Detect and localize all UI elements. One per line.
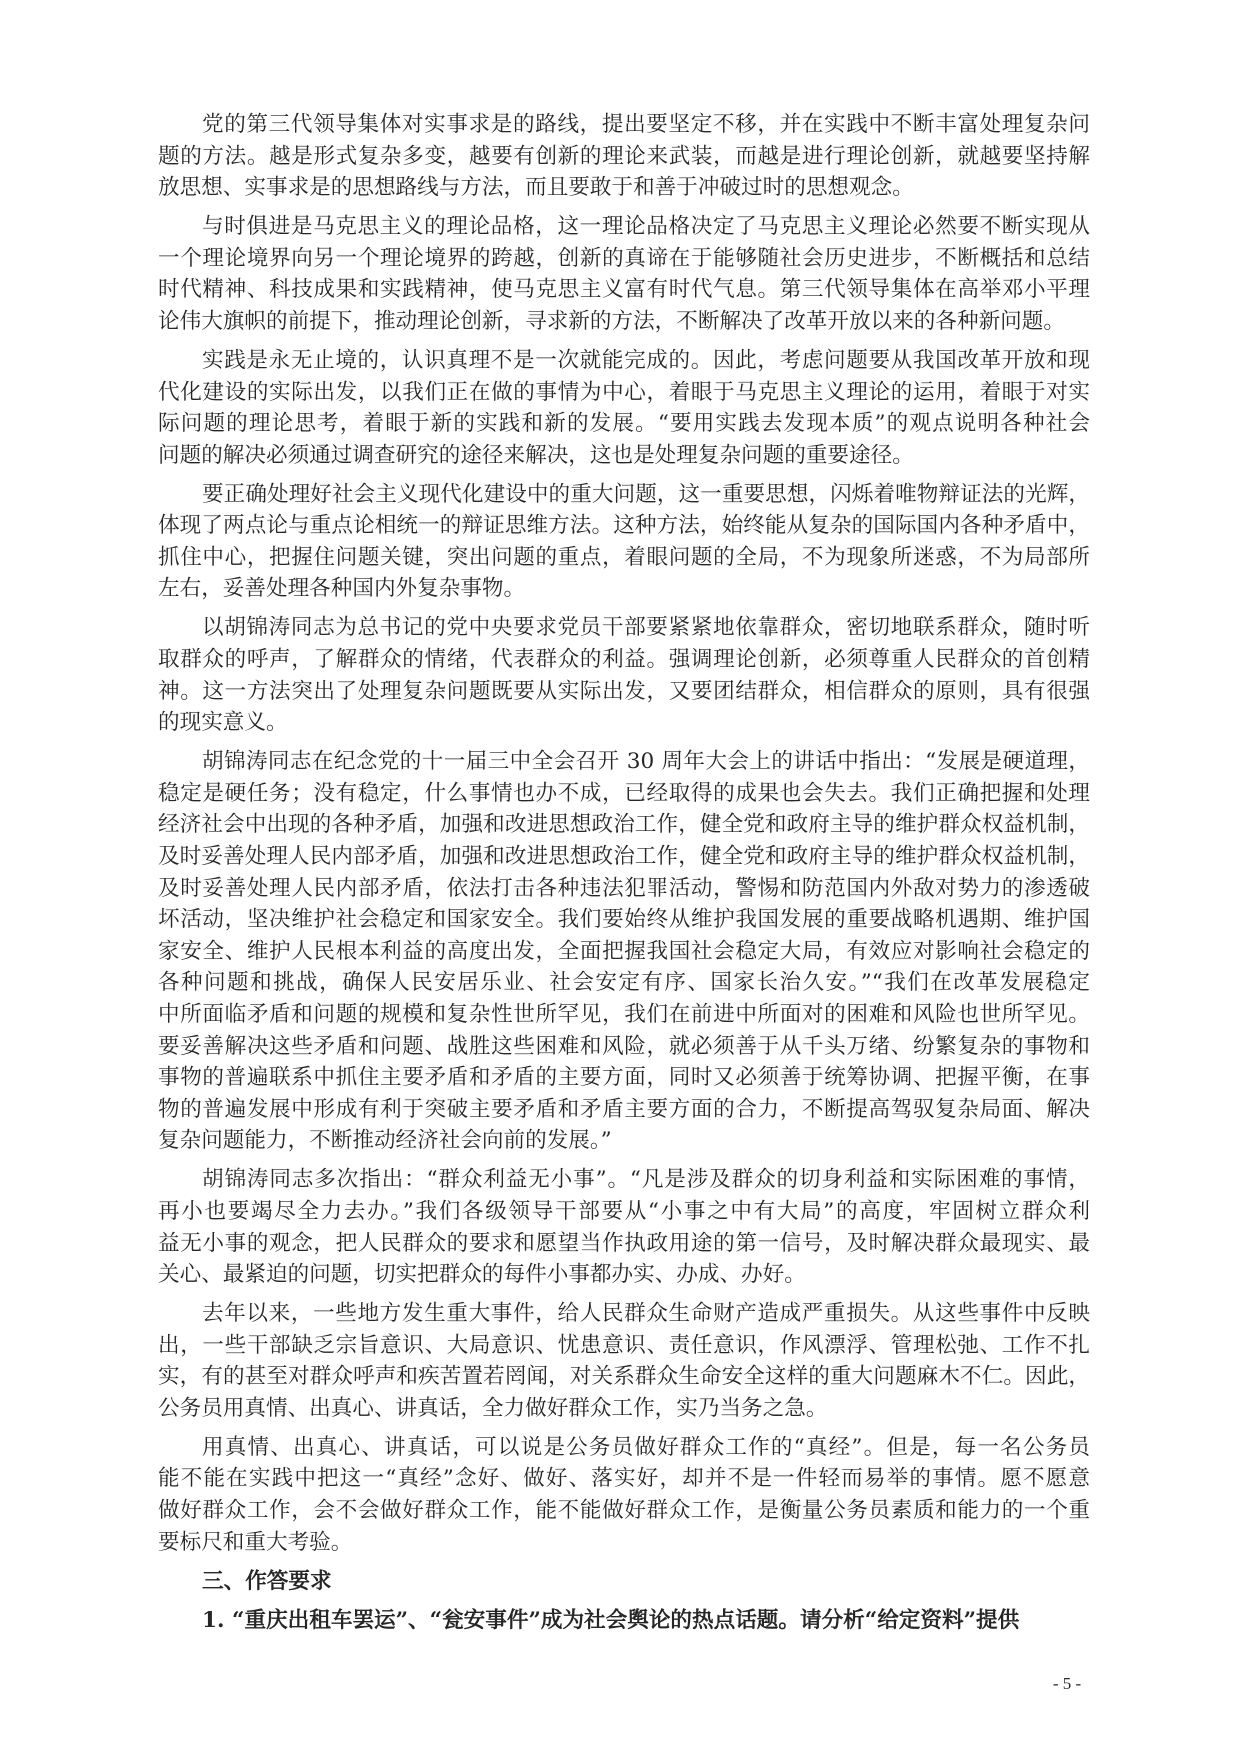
text-line: 及时妥善处理人民内部矛盾，依法打击各种违法犯罪活动，警惕和防范国内外敌对势力的渗透破 <box>158 875 1090 901</box>
text-line: 中所面临矛盾和问题的规模和复杂性世所罕见，我们在前进中所面对的困难和风险也世所罕见。 <box>158 1001 1090 1027</box>
text-line: 抓住中心，把握住问题关键，突出问题的重点，着眼问题的全局，不为现象所迷惑，不为局部所 <box>158 544 1090 570</box>
text-line: 代化建设的实际出发，以我们正在做的事情为中心，着眼于马克思主义理论的运用，着眼于对实 <box>158 379 1090 405</box>
paragraph <box>158 109 1090 204</box>
text-line: 及时妥善处理人民内部矛盾，加强和改进思想政治工作，健全党和政府主导的维护群众权益机制， <box>158 844 1090 870</box>
text-line: 取群众的呼声，了解群众的情绪，代表群众的利益。强调理论创新，必须尊重人民群众的首创精 <box>158 647 1090 673</box>
text-line: 要标尺和重大考验。 <box>158 1529 353 1555</box>
text-line: 家安全、维护人民根本利益的高度出发，全面把握我国社会稳定大局，有效应对影响社会稳定的 <box>158 938 1090 964</box>
paragraph <box>158 1298 1090 1424</box>
text-line: 实，有的甚至对群众呼声和疾苦置若罔闻，对关系群众生命安全这样的重大问题麻木不仁。因此， <box>158 1364 1090 1390</box>
text-line: 要妥善解决这些矛盾和问题、战胜这些困难和风险，就必须善于从千头万绪、纷繁复杂的事物和 <box>158 1033 1090 1059</box>
text-line: 益无小事的观念，把人民群众的要求和愿望当作执政用途的第一信号，及时解决群众最现实、最 <box>158 1230 1090 1256</box>
text-line: 关心、最紧迫的问题，切实把群众的每件小事都办实、办成、办好。 <box>158 1262 806 1288</box>
text-line: 胡锦涛同志在纪念党的十一届三中全会召开 30 周年大会上的讲话中指出：“发展是硬道理， <box>202 749 1090 775</box>
paragraph <box>158 612 1090 738</box>
text-line: 时代精神、科技成果和实践精神，使马克思主义富有时代气息。第三代领导集体在高举邓小平理 <box>158 277 1090 303</box>
text-line: 再小也要竭尽全力去办。”我们各级领导干部要从“小事之中有大局”的高度，牢固树立群众利 <box>158 1198 1090 1224</box>
text-line: 党的第三代领导集体对实事求是的路线，提出要坚定不移，并在实践中不断丰富处理复杂问 <box>202 112 1090 137</box>
text-line: 各种问题和挑战，确保人民安居乐业、社会安定有序、国家长治久安。”“我们在改革发展稳定 <box>158 970 1090 996</box>
page-number: - 5 - <box>1052 1674 1082 1693</box>
document-body <box>158 109 1090 1644</box>
paragraph <box>158 1164 1090 1290</box>
text-line: 物的普遍发展中形成有利于突破主要矛盾和矛盾主要方面的合力，不断提高驾驭复杂局面、解决 <box>158 1096 1090 1122</box>
section-heading: 三、作答要求 <box>202 1568 332 1594</box>
text-line: 题的方法。越是形式复杂多变，越要有创新的理论来武装，而越是进行理论创新，就越要坚持解 <box>158 143 1090 169</box>
text-line: 左右，妥善处理各种国内外复杂事物。 <box>158 576 526 602</box>
text-line: 问题的解决必须通过调查研究的途径来解决，这也是处理复杂问题的重要途径。 <box>158 442 914 468</box>
paragraph <box>158 1432 1090 1558</box>
text-line: 与时俱进是马克思主义的理论品格，这一理论品格决定了马克思主义理论必然要不断实现从 <box>202 214 1090 240</box>
text-line: 胡锦涛同志多次指出：“群众利益无小事”。“凡是涉及群众的切身利益和实际困难的事情， <box>202 1167 1090 1193</box>
text-line: 神。这一方法突出了处理复杂问题既要从实际出发，又要团结群众，相信群众的原则，具有很强 <box>158 678 1090 704</box>
text-line: 体现了两点论与重点论相统一的辩证思维方法。这种方法，始终能从复杂的国际国内各种矛盾中， <box>158 513 1090 539</box>
question-item: 1. “重庆出租车罢运”、“瓮安事件”成为社会舆论的热点话题。请分析“给定资料”提供 <box>202 1607 1020 1633</box>
text-line: 出，一些干部缺乏宗旨意识、大局意识、忧患意识、责任意识，作风漂浮、管理松弛、工作不扎 <box>158 1332 1090 1358</box>
text-line: 能不能在实践中把这一“真经”念好、做好、落实好，却并不是一件轻而易举的事情。愿不愿意 <box>158 1466 1090 1492</box>
text-line: 去年以来，一些地方发生重大事件，给人民群众生命财产造成严重损失。从这些事件中反映 <box>202 1301 1090 1327</box>
paragraph <box>158 746 1090 1157</box>
text-line: 际问题的理论思考，着眼于新的实践和新的发展。“要用实践去发现本质”的观点说明各种社会 <box>158 411 1090 437</box>
text-line: 复杂问题能力，不断推动经济社会向前的发展。” <box>158 1128 612 1154</box>
text-line: 实践是永无止境的，认识真理不是一次就能完成的。因此，考虑问题要从我国改革开放和现 <box>202 347 1090 373</box>
text-line: 以胡锦涛同志为总书记的党中央要求党员干部要紧紧地依靠群众，密切地联系群众，随时听 <box>202 615 1090 641</box>
text-line: 经济社会中出现的各种矛盾，加强和改进思想政治工作，健全党和政府主导的维护群众权益机制， <box>158 812 1090 838</box>
text-line: 的现实意义。 <box>158 710 288 736</box>
text-line: 放思想、实事求是的思想路线与方法，而且要敢于和善于冲破过时的思想观念。 <box>158 175 914 201</box>
text-line: 一个理论境界向另一个理论境界的跨越，创新的真谛在于能够随社会历史进步，不断概括和总结 <box>158 245 1090 271</box>
text-line: 坏活动，坚决维护社会稳定和国家安全。我们要始终从维护我国发展的重要战略机遇期、维护国 <box>158 907 1090 933</box>
text-line: 论伟大旗帜的前提下，推动理论创新，寻求新的方法，不断解决了改革开放以来的各种新问题。 <box>158 308 1065 334</box>
text-line: 要正确处理好社会主义现代化建设中的重大问题，这一重要思想，闪烁着唯物辩证法的光辉， <box>202 481 1090 507</box>
text-line: 稳定是硬任务；没有稳定，什么事情也办不成，已经取得的成果也会失去。我们正确把握和处理 <box>158 780 1090 806</box>
text-line: 事物的普遍联系中抓住主要矛盾和矛盾的主要方面，同时又必须善于统筹协调、把握平衡，在事 <box>158 1065 1090 1091</box>
text-line: 公务员用真情、出真心、讲真话，全力做好群众工作，实乃当务之急。 <box>158 1395 828 1421</box>
text-line: 用真情、出真心、讲真话，可以说是公务员做好群众工作的“真经”。但是，每一名公务员 <box>202 1434 1090 1460</box>
paragraph <box>158 479 1090 605</box>
text-line: 做好群众工作，会不会做好群众工作，能不能做好群众工作，是衡量公务员素质和能力的一个重 <box>158 1498 1090 1524</box>
paragraph <box>158 211 1090 337</box>
paragraph <box>158 345 1090 471</box>
